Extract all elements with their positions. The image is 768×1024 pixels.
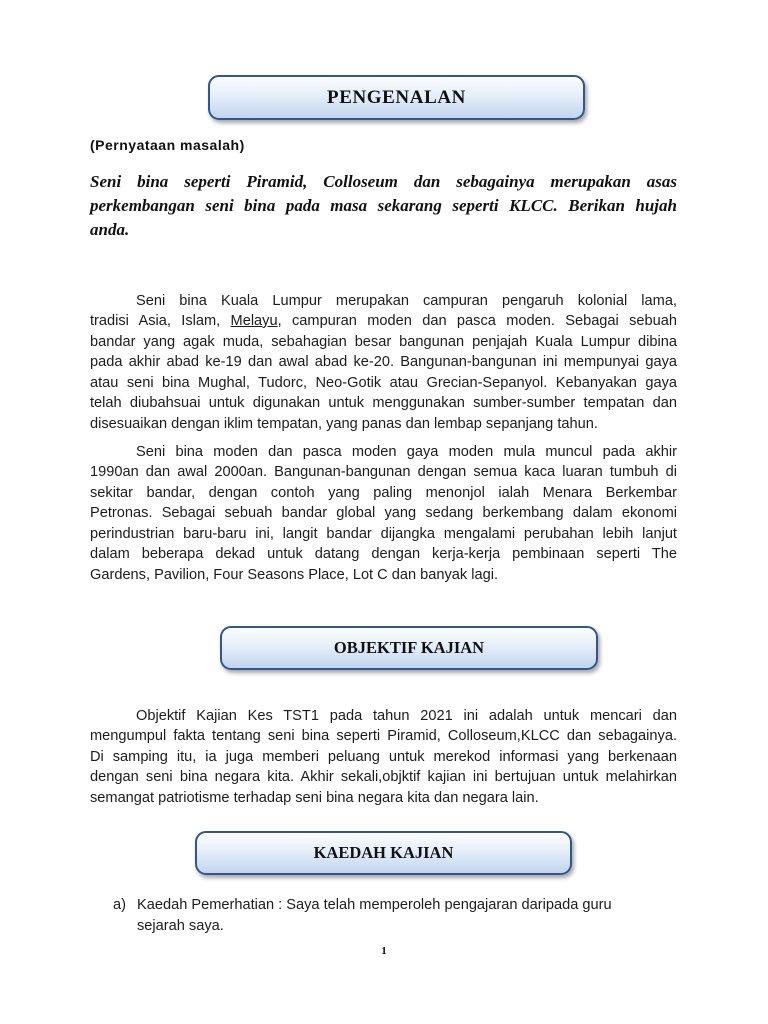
list-item-text bbox=[137, 895, 673, 937]
line-text: , campuran moden dan pasca moden. Sebagai sebuah bbox=[277, 313, 678, 329]
paragraph-line: sekitar bandar, dengan contoh yang paling menonjol ialah Menara Berkembar bbox=[90, 484, 677, 501]
page-number: 1 bbox=[381, 945, 387, 957]
melayu-link[interactable]: Melayu bbox=[230, 313, 278, 329]
paragraph bbox=[90, 442, 677, 586]
paragraph-line: Seni bina moden dan pasca moden gaya moden mula muncul pada akhir bbox=[136, 443, 677, 460]
paragraph-line: semangat patriotisme terhadap seni bina negara kita dan negara lain. bbox=[90, 789, 539, 806]
list-item-line: sejarah saya. bbox=[137, 917, 224, 934]
paragraph-line: 1990an dan awal 2000an. Bangunan-bangunan dengan semua kaca luaran tumbuh di bbox=[90, 464, 677, 480]
paragraph-line: pada akhir abad ke-19 dan awal abad ke-20. Bangunan-bangunan ini mempunyai gaya bbox=[90, 354, 677, 370]
problem-line: Seni bina seperti Piramid, Colloseum dan sebagainya merupakan asas bbox=[90, 172, 677, 191]
paragraph-line: mengumpul fakta tentang seni bina seperti Piramid, Colloseum,KLCC dan sebagainya. bbox=[90, 728, 677, 744]
paragraph-line: Gardens, Pavilion, Four Seasons Place, Lot C dan banyak lagi. bbox=[90, 566, 499, 583]
line-text: tradisi Asia, Islam, bbox=[90, 313, 231, 329]
section-heading: OBJEKTIF KAJIAN bbox=[333, 638, 485, 657]
paragraph-line: dalam beberapa dekad untuk datang dengan kerja-kerja pembinaan seperti The bbox=[90, 546, 677, 562]
paragraph-line bbox=[90, 311, 677, 332]
section-heading: PENGENALAN bbox=[326, 86, 466, 108]
paragraph-line: atau seni bina Mughal, Tudorc, Neo-Gotik atau Grecian-Sepanyol. Kebanyakan gaya bbox=[90, 374, 677, 391]
paragraph bbox=[90, 291, 677, 435]
heading-box-kaedah-kajian bbox=[195, 831, 572, 875]
paragraph-line: perindustrian baru-baru ini, langit bandar dijangka mengalami perubahan lebih lanjut bbox=[90, 525, 677, 542]
heading-box-pengenalan bbox=[208, 75, 585, 120]
heading-box-objektif-kajian bbox=[220, 626, 598, 670]
paragraph-line: Objektif Kajian Kes TST1 pada tahun 2021 ini adalah untuk mencari dan bbox=[136, 707, 677, 724]
paragraph-line: Di samping itu, ia juga memberi peluang untuk merekod informasi yang berkenaan bbox=[90, 748, 677, 765]
problem-line: perkembangan seni bina pada masa sekarang seperti KLCC. Berikan hujah bbox=[90, 196, 677, 215]
paragraph-line: dengan seni bina negara kita. Akhir sekali,objktif kajian ini bertujuan untuk melahirkan bbox=[90, 769, 677, 785]
paragraph-line: telah diubahsuai untuk digunakan untuk menggunakan sumber-sumber tempatan dan bbox=[90, 395, 677, 411]
problem-line: anda. bbox=[90, 220, 130, 239]
paragraph-line: Petronas. Sebagai sebuah bandar global yang sedang berkembang dalam ekonomi bbox=[90, 505, 677, 521]
paragraph-line: Seni bina Kuala Lumpur merupakan campuran pengaruh kolonial lama, bbox=[136, 292, 677, 309]
list-marker: a) bbox=[113, 896, 126, 913]
problem-statement bbox=[90, 170, 677, 242]
paragraph-line: bandar yang agak muda, sebahagian besar bangunan penjajah Kuala Lumpur dibina bbox=[90, 333, 677, 350]
list-item-line: Kaedah Pemerhatian : Saya telah memperoleh pengajaran daripada guru bbox=[137, 896, 612, 913]
problem-statement-label: (Pernyataan masalah) bbox=[90, 137, 245, 153]
paragraph-line: disesuaikan dengan iklim tempatan, yang panas dan lembap sepanjang tahun. bbox=[90, 415, 598, 432]
section-heading: KAEDAH KAJIAN bbox=[313, 843, 454, 862]
paragraph bbox=[90, 706, 677, 809]
